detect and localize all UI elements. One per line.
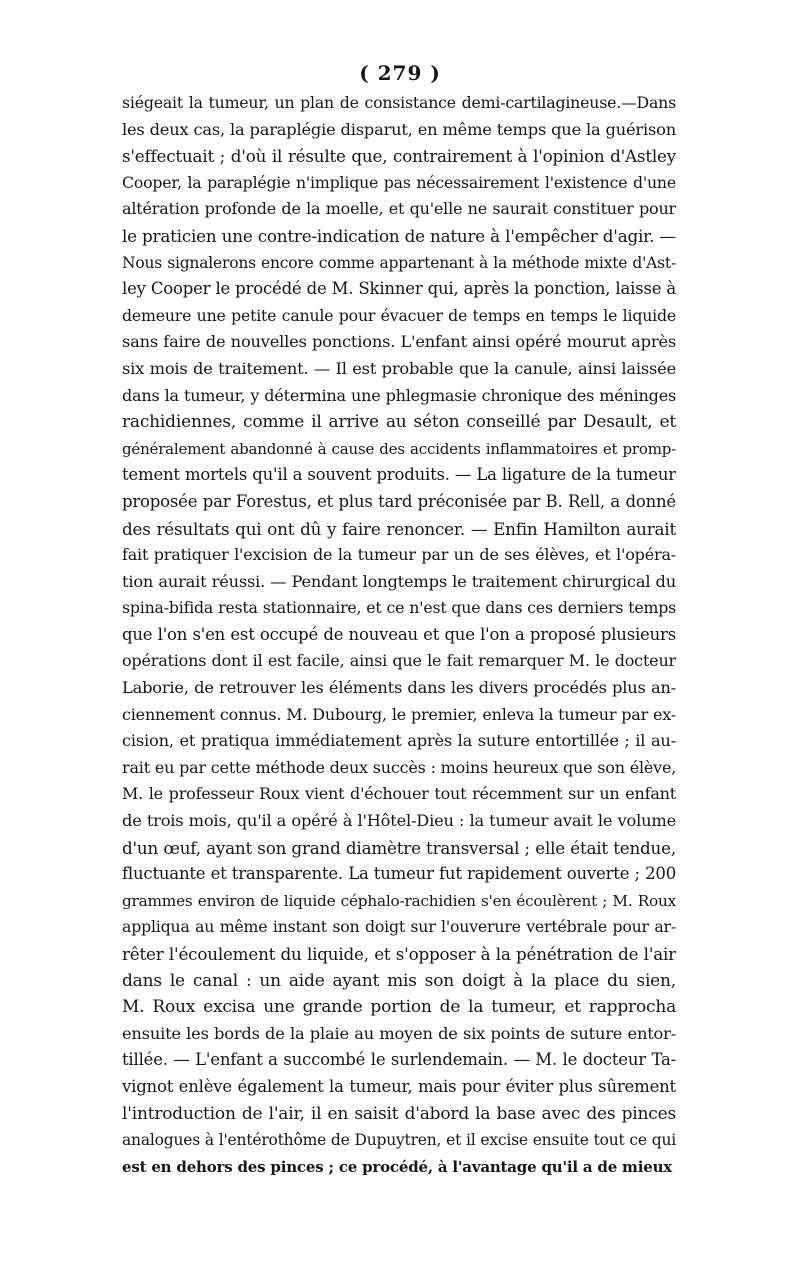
text-line: Cooper, la paraplégie n'implique pas nécessairement l'existence d'une (122, 172, 676, 192)
text-line: Nous signalerons encore comme appartenant à la méthode mixte d'Ast- (122, 253, 676, 272)
text-line: de trois mois, qu'il a opéré à l'Hôtel-Dieu : la tumeur avait le volume (122, 811, 676, 831)
page-number: ( 279 ) (359, 61, 441, 85)
text-line: rachidiennes, comme il arrive au séton conseillé par Desault, et (122, 412, 676, 433)
text-line: est en dehors des pinces ; ce procédé, à l'avantage qu'il a de mieux (122, 1157, 673, 1176)
text-line: appliqua au même instant son doigt sur l'ouverure vertébrale pour ar- (122, 917, 676, 937)
text-line: opérations dont il est facile, ainsi que le fait remarquer M. le docteur (122, 651, 676, 671)
text-line: siégeait la tumeur, un plan de consistance demi-cartilagineuse.—Dans (122, 93, 676, 112)
text-line: ley Cooper le procédé de M. Skinner qui, après la ponction, laisse à (122, 279, 676, 299)
text-line: altération profonde de la moelle, et qu'elle ne saurait constituer pour (122, 199, 676, 219)
body-text (122, 90, 676, 1180)
text-line: rêter l'écoulement du liquide, et s'opposer à la pénétration de l'air (122, 944, 676, 964)
text-line: grammes environ de liquide céphalo-rachidien s'en écoulèrent ; M. Roux (122, 891, 676, 910)
text-line: tion aurait réussi. — Pendant longtemps le traitement chirurgical du (122, 571, 676, 591)
text-line: tement mortels qu'il a souvent produits. — La ligature de la tumeur (122, 465, 676, 485)
text-line: rait eu par cette méthode deux succès : moins heureux que son élève, (122, 757, 676, 777)
text-line: spina-bifida resta stationnaire, et ce n'est que dans ces derniers temps (122, 598, 676, 618)
text-line: demeure une petite canule pour évacuer de temps en temps le liquide (122, 305, 676, 325)
text-line: fluctuante et transparente. La tumeur fut rapidement ouverte ; 200 (122, 864, 676, 884)
text-line: dans le canal : un aide ayant mis son doigt à la place du sien, (122, 970, 676, 991)
text-line: ensuite les bords de la plaie au moyen de six points de suture entor- (122, 1023, 676, 1043)
text-line: généralement abandonné à cause des accidents inflammatoires et promp- (122, 439, 676, 458)
text-line: vignot enlève également la tumeur, mais pour éviter plus sûrement (122, 1076, 676, 1096)
text-line: le praticien une contre-indication de nature à l'empêcher d'agir. — (122, 225, 676, 246)
text-line: l'introduction de l'air, il en saisit d'abord la base avec des pinces (122, 1103, 676, 1124)
text-line: dans la tumeur, y détermina une phlegmasie chronique des méninges (122, 385, 676, 405)
text-line: que l'on s'en est occupé de nouveau et que l'on a proposé plusieurs (122, 624, 676, 644)
text-line: ciennement connus. M. Dubourg, le premier, enleva la tumeur par ex- (122, 704, 676, 724)
text-line: proposée par Forestus, et plus tard préconisée par B. Rell, a donné (122, 491, 676, 511)
text-line: M. Roux excisa une grande portion de la tumeur, et rapprocha (122, 997, 676, 1018)
text-line: six mois de traitement. — Il est probable que la canule, ainsi laissée (122, 358, 676, 378)
text-line: d'un œuf, ayant son grand diamètre transversal ; elle était tendue, (122, 837, 676, 858)
text-line: analogues à l'entérothôme de Dupuytren, et il excise ensuite tout ce qui (122, 1131, 676, 1150)
text-line: M. le professeur Roux vient d'échouer tout récemment sur un enfant (122, 784, 676, 804)
text-line: s'effectuait ; d'où il résulte que, contrairement à l'opinion d'Astley (122, 146, 676, 167)
text-line: les deux cas, la paraplégie disparut, en même temps que la guérison (122, 119, 676, 139)
text-line: tillée. — L'enfant a succombé le surlendemain. — M. le docteur Ta- (122, 1050, 676, 1070)
text-line: fait pratiquer l'excision de la tumeur par un de ses élèves, et l'opéra- (122, 545, 676, 565)
text-line: cision, et pratiqua immédiatement après la suture entortillée ; il au- (122, 731, 676, 751)
text-line: sans faire de nouvelles ponctions. L'enfant ainsi opéré mourut après (122, 332, 676, 352)
text-line: des résultats qui ont dû y faire renoncer. — Enfin Hamilton aurait (122, 518, 676, 539)
text-line: Laborie, de retrouver les éléments dans les divers procédés plus an- (122, 678, 676, 698)
